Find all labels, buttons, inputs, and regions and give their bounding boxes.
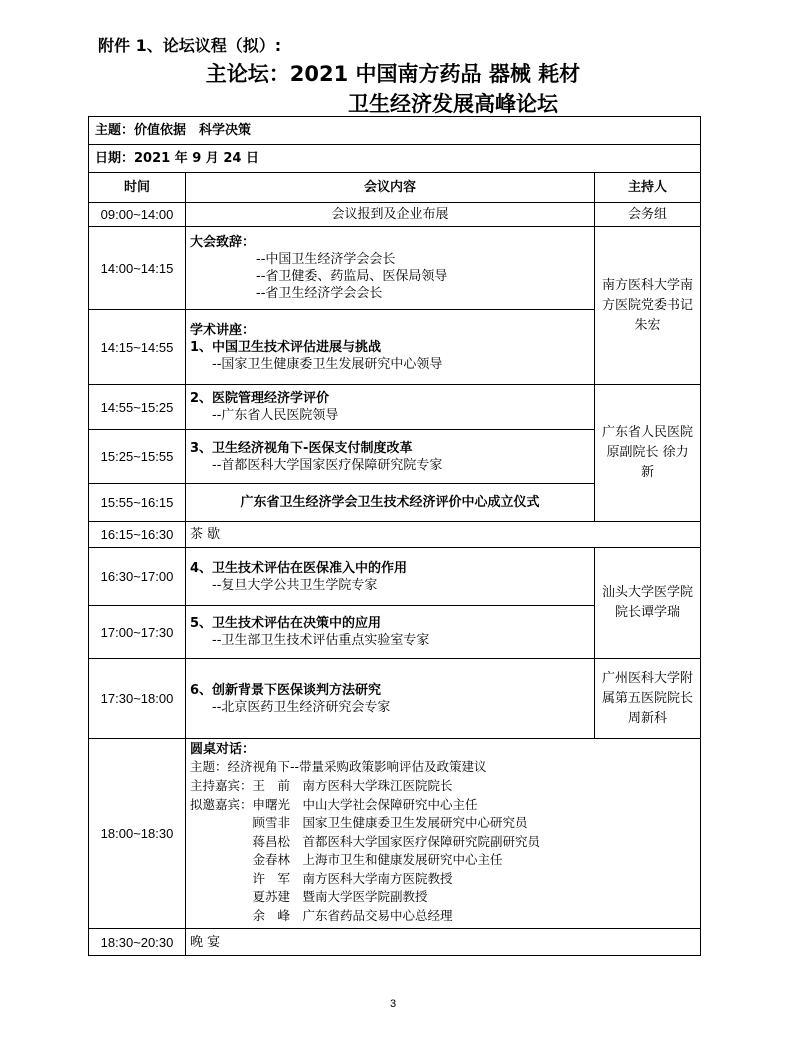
time-cell: 17:00~17:30 [89,606,186,659]
time-cell: 16:30~17:00 [89,548,186,606]
roundtable-line: 主持嘉宾：王 前 南方医科大学珠江医院院长 [190,777,453,793]
roundtable-line: 拟邀嘉宾：申曙光 中山大学社会保障研究中心主任 [190,796,478,812]
roundtable-line: 顾雪非 国家卫生健康委卫生发展研究中心研究员 [190,815,528,831]
session-heading: 圆桌对话： [190,742,256,758]
host-cell: 广东省人民医院原副院长 徐力新 [595,385,701,522]
speaker-line: --卫生部卫生技术评估重点实验室专家 [212,633,430,648]
attachment-label: 附件 1、论坛议程（拟）: [98,36,282,55]
time-cell: 14:15~14:55 [89,310,186,385]
time-cell: 14:00~14:15 [89,227,186,310]
agenda-table [88,116,701,956]
speaker-line: --首都医科大学国家医疗保障研究院专家 [212,457,443,473]
time-cell: 09:00~14:00 [89,203,186,227]
host-cell: 广州医科大学附属第五医院院长周新科 [595,659,701,739]
content-cell [186,606,595,659]
content-cell: 茶 歇 [186,522,701,548]
session-heading: 大会致辞： [190,235,256,250]
speaker-line: --广东省人民医院领导 [212,408,339,423]
table-row [89,548,701,606]
time-cell: 17:30~18:00 [89,659,186,739]
roundtable-line: 蒋昌松 首都医科大学国家医疗保障研究院副研究员 [190,833,541,849]
speaker-line: --中国卫生经济学会会长 [256,252,396,267]
host-cell: 会务组 [595,203,701,227]
talk-title: 5、卫生技术评估在决策中的应用 [190,616,382,631]
theme-row [89,117,701,145]
time-cell: 18:00~18:30 [89,739,186,929]
table-row [89,929,701,956]
page-subtitle: 卫生经济发展高峰论坛 [348,92,558,116]
talk-title: 6、创新背景下医保谈判方法研究 [190,682,382,698]
date-cell: 日期：2021 年 9 月 24 日 [89,145,701,173]
content-cell: 晚 宴 [186,929,701,956]
host-cell: 南方医科大学南方医院党委书记朱宏 [595,227,701,385]
session-heading: 学术讲座： [190,322,256,338]
roundtable-line: 主题：经济视角下--带量采购政策影响评估及政策建议 [190,759,487,775]
content-cell [186,739,701,929]
page-number: 3 [389,998,397,1010]
speaker-line: --北京医药卫生经济研究会专家 [212,699,391,715]
table-row [89,739,701,929]
content-cell [186,659,595,739]
table-row [89,385,701,430]
content-cell: 广东省卫生经济学会卫生技术经济评价中心成立仪式 [186,484,595,522]
header-row [89,173,701,203]
speaker-line: --省卫健委、药监局、医保局领导 [256,269,448,284]
time-cell: 15:25~15:55 [89,430,186,484]
table-row [89,227,701,310]
time-cell: 14:55~15:25 [89,385,186,430]
header-host: 主持人 [595,173,701,203]
speaker-line: --国家卫生健康委卫生发展研究中心领导 [212,356,443,372]
roundtable-line: 金春林 上海市卫生和健康发展研究中心主任 [190,852,503,868]
table-row [89,522,701,548]
talk-title: 4、卫生技术评估在医保准入中的作用 [190,560,408,576]
roundtable-line: 夏苏建 暨南大学医学院副教授 [190,889,428,905]
theme-cell: 主题：价值依据 科学决策 [89,117,701,145]
table-row [89,203,701,227]
content-cell [186,548,595,606]
header-time: 时间 [89,173,186,203]
speaker-line: --省卫生经济学会会长 [256,286,383,301]
talk-title: 3、卫生经济视角下-医保支付制度改革 [190,440,413,456]
time-cell: 15:55~16:15 [89,484,186,522]
talk-title: 2、医院管理经济学评价 [190,391,330,406]
page-title: 主论坛：2021 中国南方药品 器械 耗材 [205,62,581,86]
table-row [89,659,701,739]
content-cell [186,227,595,310]
header-content: 会议内容 [186,173,595,203]
content-cell [186,385,595,430]
content-cell: 会议报到及企业布展 [186,203,595,227]
roundtable-line: 余 峰 广东省药品交易中心总经理 [190,908,453,924]
time-cell: 16:15~16:30 [89,522,186,548]
content-cell [186,430,595,484]
content-cell [186,310,595,385]
talk-title: 1、中国卫生技术评估进展与挑战 [190,339,382,355]
time-cell: 18:30~20:30 [89,929,186,956]
speaker-line: --复旦大学公共卫生学院专家 [212,577,378,593]
roundtable-line: 许 军 南方医科大学南方医院教授 [190,870,453,886]
date-row [89,145,701,173]
host-cell: 汕头大学医学院院长谭学瑞 [595,548,701,659]
